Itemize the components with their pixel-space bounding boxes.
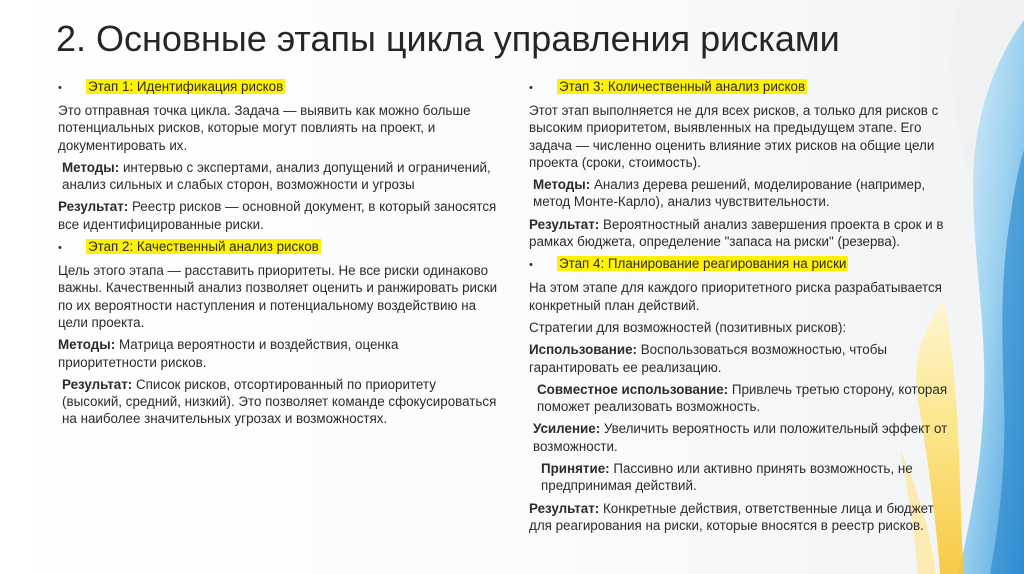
stage-2-intro: Цель этого этапа — расставить приоритеты. Не все риски одинаково важны. Качественный анализ позволяет оценить и ранжировать риски по их вероятности наступления и потенциальному воздействию на цели проекта. bbox=[58, 263, 498, 330]
stage-3-result bbox=[529, 216, 953, 251]
stage-3-title: Этап 3: Количественный анализ рисков bbox=[559, 79, 806, 94]
result-text: Вероятностный анализ завершения проекта в срок и в рамках бюджета, определение "запаса на риски" (резерва). bbox=[529, 216, 944, 250]
bullet-icon: • bbox=[529, 259, 533, 272]
accept-label: Принятие: bbox=[541, 461, 610, 477]
result-label: Результат: bbox=[529, 500, 600, 516]
stage-2-heading bbox=[58, 238, 498, 257]
stage-1-heading bbox=[58, 78, 498, 97]
share-label: Совместное использование: bbox=[537, 381, 729, 397]
stage-1-result bbox=[58, 198, 498, 233]
methods-text: Матрица вероятности и воздействия, оценка приоритетности рисков. bbox=[58, 337, 399, 370]
accept-text: Пассивно или активно принять возможность, не предпринимая действий. bbox=[541, 461, 913, 494]
strategy-accept bbox=[529, 460, 953, 495]
stage-3-intro: Этот этап выполняется не для всех рисков, а только для рисков с высоким приоритетом, выявленных на предыдущем этапе. Его задача — численно оценить влияние этих рисков на общие цели проекта (сроки, стоимость). bbox=[529, 103, 939, 170]
result-text: Конкретные действия, ответственные лица и бюджет для реагирования на риски, которые вносятся в реестр рисков. bbox=[529, 500, 934, 533]
share-text: Привлечь третью сторону, которая поможет реализовать возможность. bbox=[537, 381, 948, 415]
result-label: Результат: bbox=[58, 199, 129, 215]
strategy-enhance bbox=[529, 420, 953, 455]
methods-text: Анализ дерева решений, моделирование (например, метод Монте-Карло), анализ чувствительности. bbox=[533, 177, 926, 210]
methods-label: Методы: bbox=[533, 177, 591, 193]
use-text: Воспользоваться возможностью, чтобы гарантировать ее реализацию. bbox=[529, 342, 887, 375]
page-title: 2. Основные этапы цикла управления рисками bbox=[56, 18, 840, 59]
bullet-icon: • bbox=[58, 242, 62, 255]
result-label: Результат: bbox=[62, 376, 133, 392]
stage-1-methods bbox=[58, 159, 498, 194]
methods-label: Методы: bbox=[58, 337, 116, 353]
enhance-label: Усиление: bbox=[533, 421, 601, 437]
result-text: Список рисков, отсортированный по приоритету (высокий, средний, низкий). Это позволяет команде сфокусироваться на наиболее значительных угрозах и возможностях. bbox=[62, 376, 497, 427]
stage-4-intro: На этом этапе для каждого приоритетного риска разрабатывается конкретный план действий. bbox=[529, 280, 942, 313]
stage-4-result bbox=[529, 500, 953, 535]
result-label: Результат: bbox=[529, 216, 600, 232]
result-text: Реестр рисков — основной документ, в который заносятся все идентифицированные риски. bbox=[58, 199, 497, 232]
enhance-text: Увеличить вероятность или положительный эффект от возможности. bbox=[533, 421, 948, 454]
methods-label: Методы: bbox=[62, 159, 120, 175]
stage-4-strategies: Стратегии для возможностей (позитивных рисков): bbox=[529, 319, 847, 335]
stage-4-heading bbox=[529, 255, 953, 274]
methods-text: интервью с экспертами, анализ допущений и ограничений, анализ сильных и слабых сторон, возможности и угрозы bbox=[62, 159, 491, 193]
stage-2-methods bbox=[58, 336, 498, 371]
right-column bbox=[529, 78, 953, 539]
stage-1-intro: Это отправная точка цикла. Задача — выявить как можно больше потенциальных рисков, которые могут повлиять на проект, и документировать их. bbox=[58, 103, 471, 153]
bullet-icon: • bbox=[58, 82, 62, 94]
use-label: Использование: bbox=[529, 342, 637, 358]
strategy-use bbox=[529, 341, 953, 376]
stage-1-title: Этап 1: Идентификация рисков bbox=[88, 79, 284, 94]
stage-3-methods bbox=[529, 176, 953, 211]
stage-3-heading bbox=[529, 78, 953, 97]
strategy-share bbox=[529, 381, 953, 416]
stage-2-result bbox=[58, 376, 498, 428]
stage-4-title: Этап 4: Планирование реагирования на риски bbox=[559, 256, 847, 272]
bullet-icon: • bbox=[529, 82, 533, 94]
left-column bbox=[58, 78, 498, 433]
stage-2-title: Этап 2: Качественный анализ рисков bbox=[88, 239, 319, 255]
